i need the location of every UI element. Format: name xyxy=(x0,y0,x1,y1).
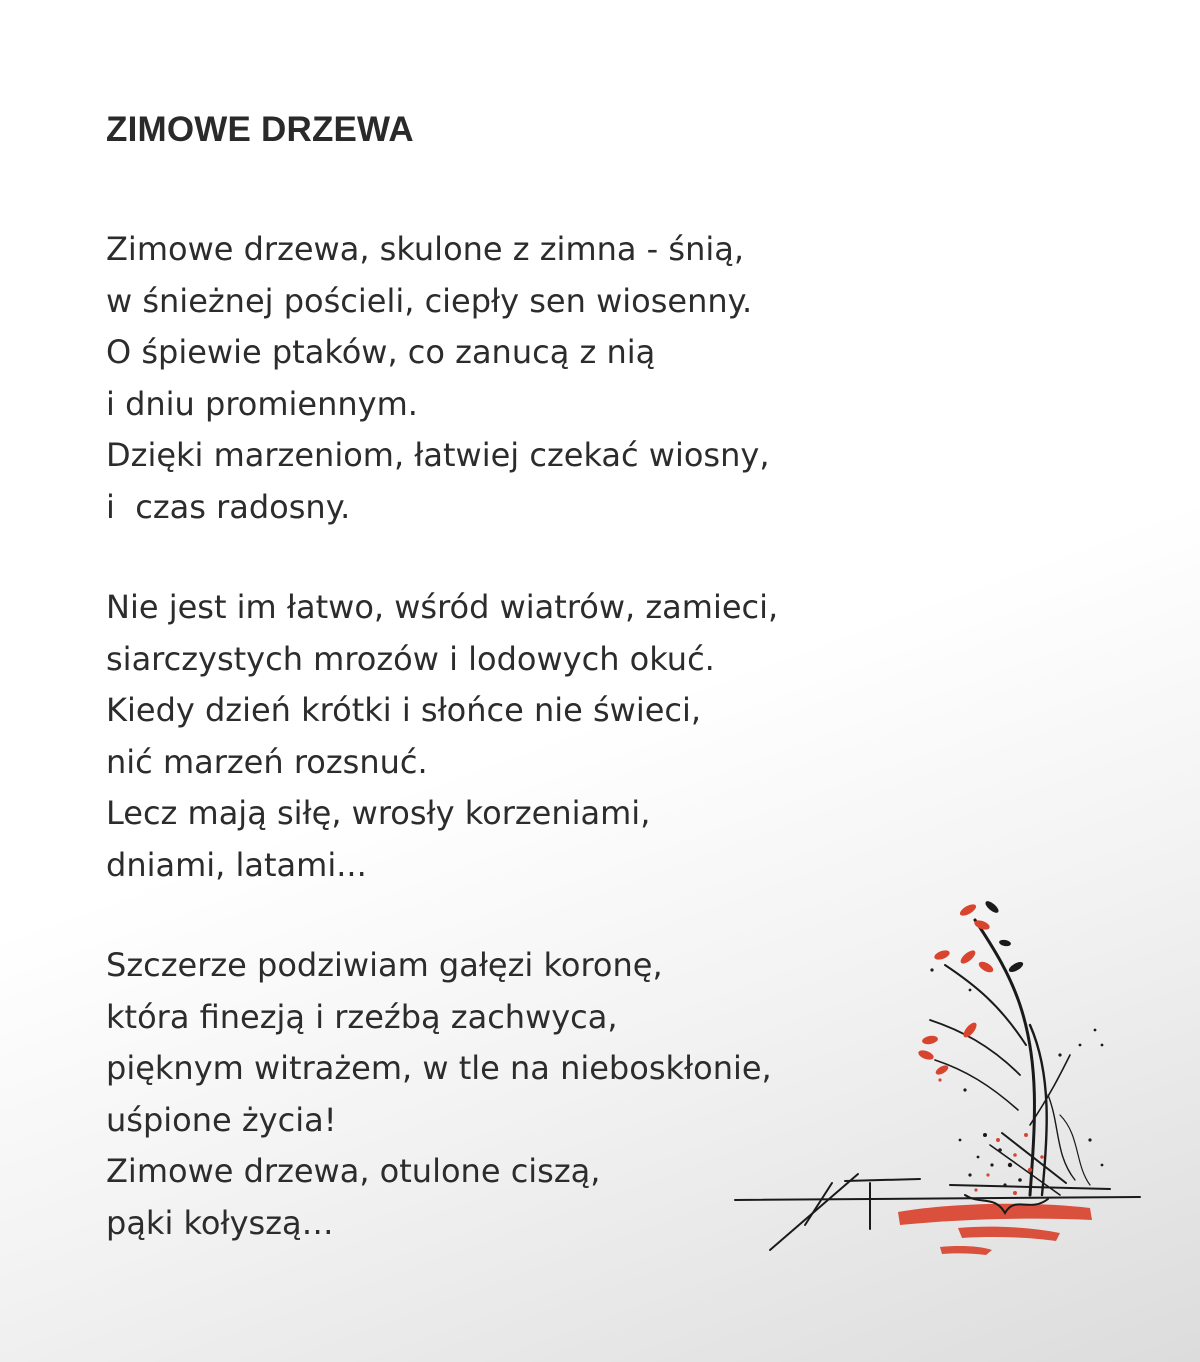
poem-line: nić marzeń rozsnuć. xyxy=(106,742,428,781)
poem-line: siarczystych mrozów i lodowych okuć. xyxy=(106,639,715,678)
poem-line: pąki kołyszą… xyxy=(106,1203,334,1242)
red-leaves xyxy=(917,902,995,1076)
dark-leaves xyxy=(984,899,1025,974)
poem-line: Zimowe drzewa, skulone z zimna - śnią, xyxy=(106,230,745,268)
stanza-2 xyxy=(106,582,778,891)
poem-line: pięknym witrażem, w tle na nieboskłonie, xyxy=(106,1049,772,1087)
poem-line: Dzięki marzeniom, łatwiej czekać wiosny, xyxy=(106,436,770,474)
poem-line: Kiedy dzień krótki i słońce nie świeci, xyxy=(106,691,702,729)
poem-line: Szczerze podziwiam gałęzi koronę, xyxy=(106,946,663,984)
poem-title: ZIMOWE DRZEWA xyxy=(106,110,414,149)
red-brush-strokes xyxy=(898,1204,1092,1255)
stanza-3 xyxy=(106,940,772,1249)
poem-line: dniami, latami... xyxy=(106,845,367,884)
red-dots xyxy=(938,1078,1043,1195)
poem-line: Zimowe drzewa, otulone ciszą, xyxy=(106,1152,601,1190)
poem-line: która finezją i rzeźbą zachwyca, xyxy=(106,997,618,1036)
poem-line: i czas radosny. xyxy=(106,487,351,526)
stanza-1 xyxy=(106,224,769,533)
poem-line: uśpione życia! xyxy=(106,1100,337,1139)
tree-branches xyxy=(930,920,1090,1195)
winter-tree-ink-icon xyxy=(730,895,1150,1295)
poem-line: w śnieżnej pościeli, ciepły sen wiosenny. xyxy=(106,281,753,320)
poem-line: i dniu promiennym. xyxy=(106,384,418,423)
poem-line: O śpiewie ptaków, co zanucą z nią xyxy=(106,333,656,371)
poem-line: Nie jest im łatwo, wśród wiatrów, zamieci, xyxy=(106,588,779,626)
poem-line: Lecz mają siłę, wrosły korzeniami, xyxy=(106,794,651,832)
